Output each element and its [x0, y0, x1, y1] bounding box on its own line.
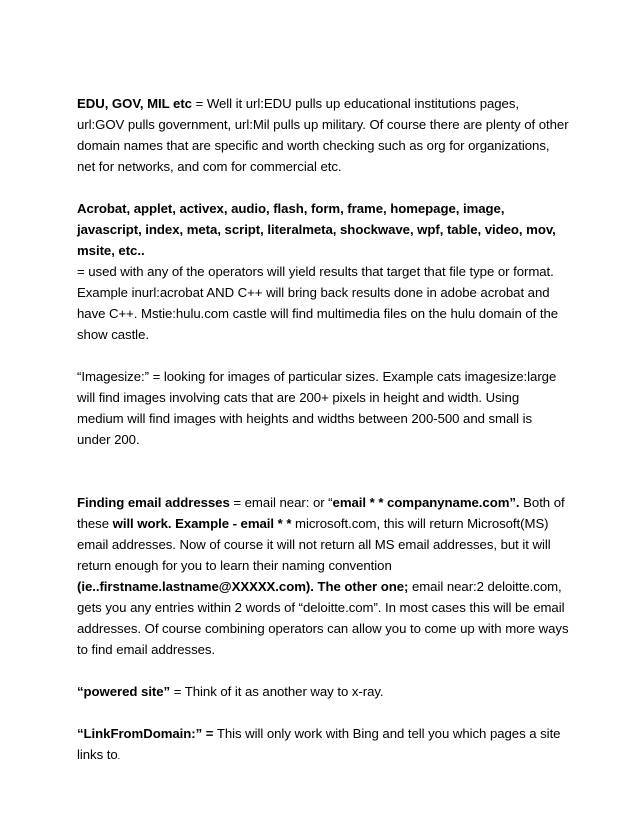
paragraph-spacer [77, 177, 569, 198]
term-linkfromdomain: “LinkFromDomain:” = [77, 726, 214, 741]
paragraph-spacer [77, 702, 569, 723]
paragraph-spacer [77, 450, 569, 492]
paragraph-filetype-operators [77, 198, 569, 345]
paragraph-spacer [77, 345, 569, 366]
paragraph-powered-site [77, 681, 569, 702]
paragraph-text: = email near: or “ [229, 495, 333, 510]
paragraph-imagesize [77, 366, 569, 450]
paragraph-email-addresses [77, 492, 569, 660]
paragraph-spacer [77, 660, 569, 681]
paragraph-text: = Think of it as another way to x-ray. [170, 684, 384, 699]
paragraph-text: Both of these [77, 495, 565, 531]
term-naming-convention: (ie..firstname.lastname@XXXXX.com). The other one; [77, 579, 409, 594]
paragraph-text: email near:2 deloitte.com, gets you any entries within 2 words of “deloitte.com”. In most cases this will be email addresses. Of course combining operators can allow you to come up with more ways to find email addresses. [77, 579, 569, 657]
term-finding-email: Finding email addresses [77, 495, 230, 510]
term-email-pattern: email * * companyname.com”. [332, 495, 520, 510]
paragraph-period: . [117, 751, 121, 761]
term-edu-gov-mil: EDU, GOV, MIL etc [77, 96, 192, 111]
paragraph-text: microsoft.com, this will return Microsoft(MS) email addresses. Now of course it will not return all MS email addresses, but it will return enough for you to learn their naming convention [77, 516, 551, 573]
term-example: will work. Example - email * * [112, 516, 292, 531]
paragraph-linkfromdomain [77, 723, 569, 767]
paragraph-text: This will only work with Bing and tell you which pages a site links to [77, 726, 561, 762]
document-body [77, 93, 569, 767]
term-filetypes: Acrobat, applet, activex, audio, flash, form, frame, homepage, image, javascript, index, meta, script, literalmeta, shockwave, wpf, table, video, mov, msite, etc.. [77, 201, 556, 258]
term-powered-site: “powered site” [77, 684, 171, 699]
paragraph-text: “Imagesize:” = looking for images of particular sizes. Example cats imagesize:large will find images involving cats that are 200+ pixels in height and width. Using medium will find images with heights and widths between 200-500 and small is under 200. [77, 369, 557, 447]
paragraph-domain-operators [77, 93, 569, 177]
paragraph-text: = Well it url:EDU pulls up educational institutions pages, url:GOV pulls government, url:Mil pulls up military. Of course there are plenty of other domain names that are specific and worth checking such as org for organizations, net for networks, and com for commercial etc. [77, 96, 569, 174]
paragraph-text: = used with any of the operators will yield results that target that file type or format. Example inurl:acrobat AND C++ will bring back results done in adobe acrobat and have C++. Mstie:hulu.com castle will find multimedia files on the hulu domain of the show castle. [77, 264, 559, 342]
